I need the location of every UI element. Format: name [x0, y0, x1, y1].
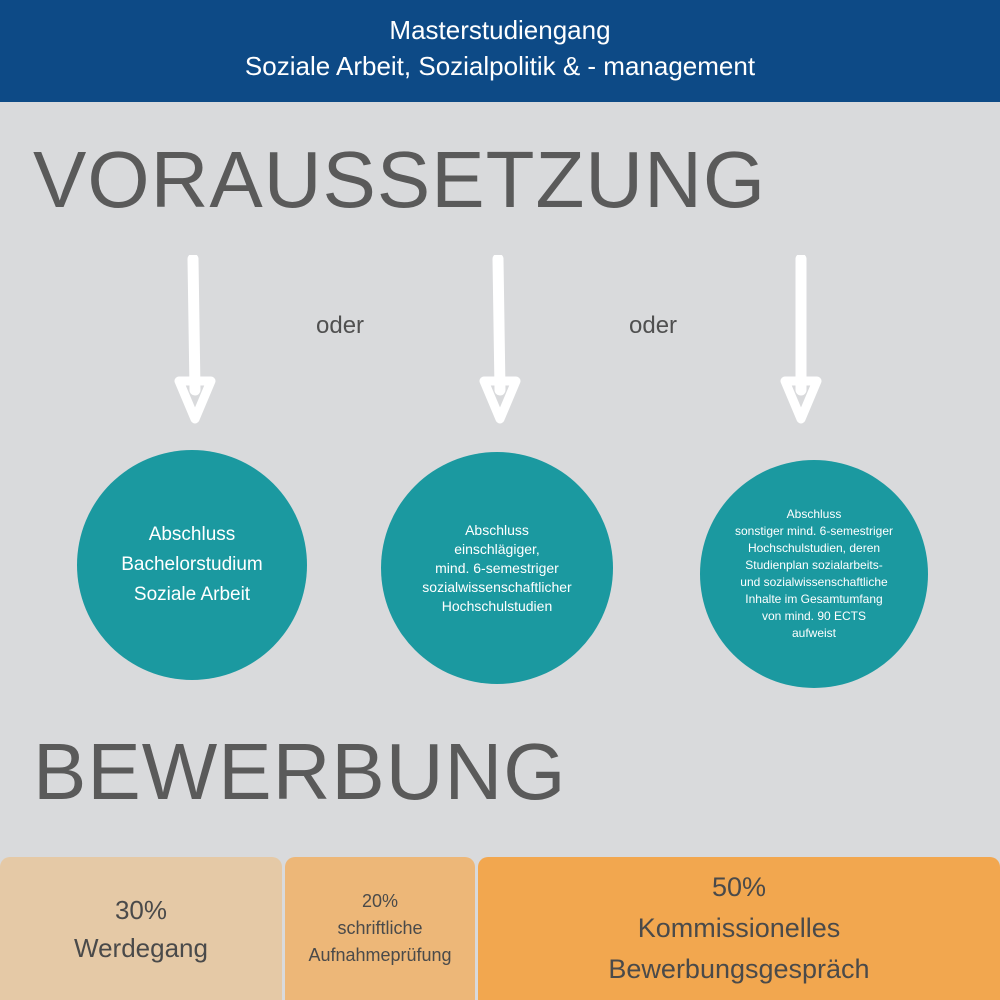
- part-percent: 50%: [711, 872, 767, 902]
- option-text-line: Hochschulstudien, deren: [747, 541, 881, 555]
- application-part-gespraech: [478, 857, 1000, 1000]
- section-title-voraussetzung: VORAUSSETZUNG: [33, 135, 767, 224]
- option-text-line: Inhalte im Gesamtumfang: [745, 592, 883, 606]
- option-circle-bachelor: [77, 450, 307, 680]
- arrow-down-icon: [771, 255, 831, 435]
- part-label-line: schriftliche: [337, 918, 423, 938]
- option-text-line: Abschluss: [465, 521, 529, 538]
- option-circle-other-studies: [700, 460, 928, 688]
- option-text-line: Abschluss: [786, 507, 842, 521]
- connector-oder-2: oder: [629, 312, 678, 339]
- part-label-line: Aufnahmeprüfung: [308, 945, 452, 965]
- option-text-line: mind. 6-semestriger: [435, 559, 559, 576]
- option-text-line: Soziale Arbeit: [133, 584, 251, 605]
- part-label-line: Kommissionelles: [637, 913, 841, 943]
- application-part-pruefung: [285, 857, 475, 1000]
- option-text-line: Hochschulstudien: [441, 597, 553, 614]
- option-text-line: Abschluss: [148, 524, 236, 545]
- header-line-2: Soziale Arbeit, Sozialpolitik & - management: [244, 51, 756, 81]
- option-text-line: sozialwissenschaftlicher: [422, 578, 572, 595]
- header-banner: [0, 0, 1000, 102]
- application-part-werdegang: [0, 857, 282, 1000]
- connector-oder-1: oder: [316, 312, 365, 339]
- arrow-down-icon: [165, 255, 225, 435]
- part-percent: 30%: [114, 894, 168, 925]
- option-circle-social-science: [381, 452, 613, 684]
- option-text-line: und sozialwissenschaftliche: [740, 575, 888, 589]
- option-text-line: Bachelorstudium: [121, 554, 263, 575]
- option-text-line: einschlägiger,: [454, 540, 540, 557]
- part-label-line: Bewerbungsgespräch: [608, 954, 870, 984]
- part-label-line: Werdegang: [74, 932, 208, 963]
- option-text-line: Studienplan sozialarbeits-: [745, 558, 883, 572]
- header-line-1: Masterstudiengang: [389, 15, 611, 45]
- option-text-line: aufweist: [791, 626, 837, 640]
- part-percent: 20%: [361, 891, 398, 911]
- arrow-down-icon: [470, 255, 530, 435]
- option-text-line: sonstiger mind. 6-semestriger: [734, 524, 894, 538]
- option-text-line: von mind. 90 ECTS: [761, 609, 867, 623]
- section-title-bewerbung: BEWERBUNG: [33, 727, 567, 816]
